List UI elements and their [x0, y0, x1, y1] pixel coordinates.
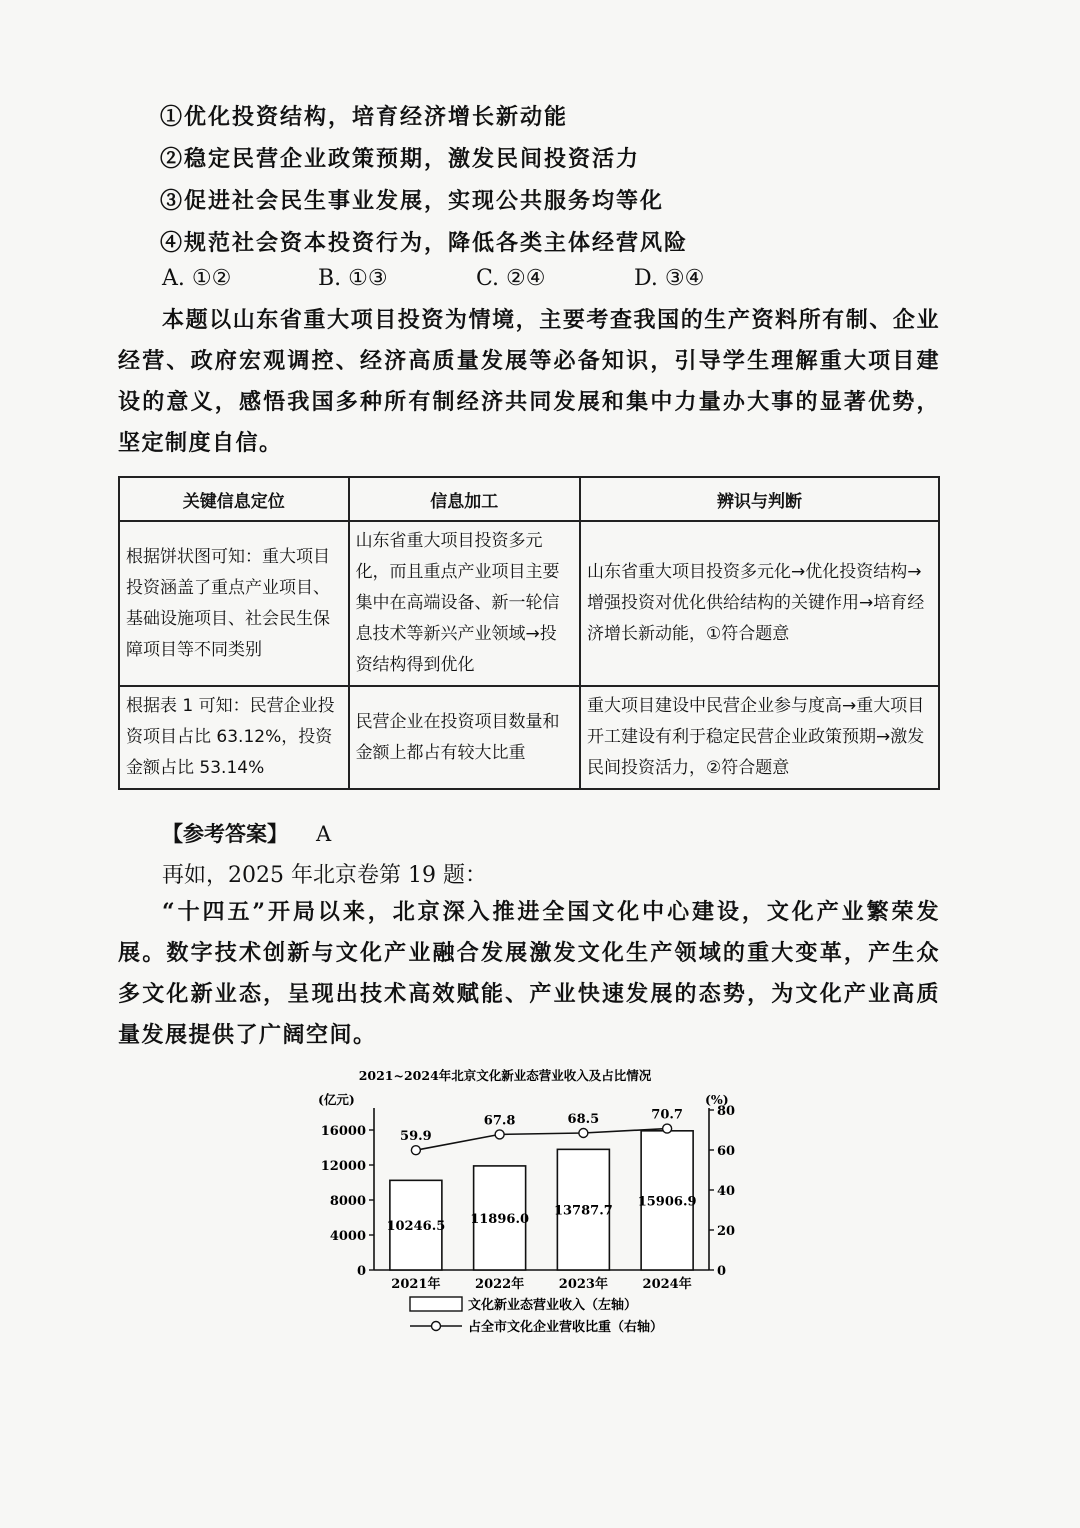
table-cell: 山东省重大项目投资多元化，而且重点产业项目主要集中在高端设备、新一轮信息技术等新兴产业领域→投资结构得到优化	[349, 521, 580, 686]
revenue-chart	[300, 1060, 780, 1340]
right-axis-tick-label: 0	[717, 1264, 727, 1279]
option-2: ②稳定民营企业政策预期，激发民间投资活力	[160, 146, 641, 172]
analysis-text: 本题以山东省重大项目投资为情境，主要考查我国的生产资料所有制、企业经营、政府宏观调控、经济高质量发展等必备知识，引导学生理解重大项目建设的意义，感悟我国多种所有制经济共同发展和集中力量办大事的显著优势，坚定制度自信。	[118, 307, 940, 456]
reference-answer-value: A	[316, 822, 332, 846]
table-header-row	[119, 477, 939, 521]
chart-title: 2021~2024年北京文化新业态营业收入及占比情况	[358, 1068, 652, 1083]
example-paragraph	[118, 892, 940, 1056]
left-axis-unit: (亿元)	[318, 1092, 355, 1107]
right-axis-tick-label: 20	[717, 1224, 736, 1239]
choice-b: B. ①③	[318, 266, 388, 291]
x-tick-label: 2022年	[475, 1277, 525, 1292]
table-header: 信息加工	[349, 477, 580, 521]
table-row	[119, 521, 939, 686]
share-point	[579, 1129, 588, 1138]
choice-c: C. ②④	[476, 266, 546, 291]
share-point	[495, 1130, 504, 1139]
table-cell: 山东省重大项目投资多元化→优化投资结构→增强投资对优化供给结构的关键作用→培育经济增长新动能，①符合题意	[580, 521, 939, 686]
answer-choices	[162, 266, 704, 291]
right-axis-tick-label: 60	[717, 1144, 736, 1159]
option-4: ④规范社会资本投资行为，降低各类主体经营风险	[160, 230, 689, 256]
share-value-label: 59.9	[400, 1129, 432, 1145]
bar-value-label: 15906.9	[637, 1194, 697, 1210]
share-value-label: 70.7	[651, 1107, 683, 1123]
share-value-label: 67.8	[483, 1113, 516, 1129]
left-axis-tick-label: 0	[356, 1264, 366, 1279]
option-1: ①优化投资结构，培育经济增长新动能	[160, 104, 569, 130]
choice-a: A. ①②	[162, 266, 232, 291]
analysis-table	[118, 476, 940, 790]
analysis-paragraph	[118, 300, 940, 464]
bar-value-label: 13787.7	[553, 1203, 613, 1219]
x-tick-label: 2024年	[642, 1277, 692, 1292]
legend-line-marker	[432, 1322, 441, 1331]
left-axis-tick-label: 16000	[320, 1124, 366, 1139]
table-header: 辨识与判断	[580, 477, 939, 521]
legend-line-label: 占全市文化企业营收比重（右轴）	[468, 1320, 664, 1335]
legend-bar-label: 文化新业态营业收入（左轴）	[468, 1298, 638, 1313]
right-axis-tick-label: 40	[717, 1184, 736, 1199]
left-axis-tick-label: 4000	[329, 1229, 366, 1244]
table-cell: 根据表 1 可知：民营企业投资项目占比 63.12%，投资金额占比 53.14%	[119, 686, 349, 789]
example-text: “十四五”开局以来，北京深入推进全国文化中心建设，文化产业繁荣发展。数字技术创新与文化产业融合发展激发文化生产领域的重大变革，产生众多文化新业态，呈现出技术高效赋能、产业快速发展的态势，为文化产业高质量发展提供了广阔空间。	[118, 899, 940, 1048]
left-axis-tick-label: 12000	[320, 1159, 366, 1174]
left-axis-tick-label: 8000	[329, 1194, 366, 1209]
right-axis-tick-label: 80	[717, 1104, 736, 1119]
reference-answer-label: 【参考答案】	[162, 822, 288, 846]
table-cell: 重大项目建设中民营企业参与度高→重大项目开工建设有利于稳定民营企业政策预期→激发民间投资活力，②符合题意	[580, 686, 939, 789]
table-cell: 根据饼状图可知：重大项目投资涵盖了重点产业项目、基础设施项目、社会民生保障项目等不同类别	[119, 521, 349, 686]
option-3: ③促进社会民生事业发展，实现公共服务均等化	[160, 188, 665, 214]
reference-answer	[162, 818, 331, 848]
choice-d: D. ③④	[634, 266, 705, 291]
x-tick-label: 2023年	[558, 1277, 608, 1292]
bar-value-label: 10246.5	[386, 1219, 446, 1235]
right-axis-unit: (%)	[705, 1092, 729, 1107]
x-tick-label: 2021年	[391, 1277, 441, 1292]
share-point	[411, 1146, 420, 1155]
share-point	[663, 1124, 672, 1133]
bar-value-label: 11896.0	[470, 1211, 530, 1227]
table-header: 关键信息定位	[119, 477, 349, 521]
share-line	[416, 1129, 667, 1151]
example-intro: 再如，2025 年北京卷第 19 题：	[162, 863, 487, 888]
table-row	[119, 686, 939, 789]
legend-bar-swatch	[410, 1297, 462, 1311]
share-value-label: 68.5	[567, 1112, 600, 1127]
table-cell: 民营企业在投资项目数量和金额上都占有较大比重	[349, 686, 580, 789]
